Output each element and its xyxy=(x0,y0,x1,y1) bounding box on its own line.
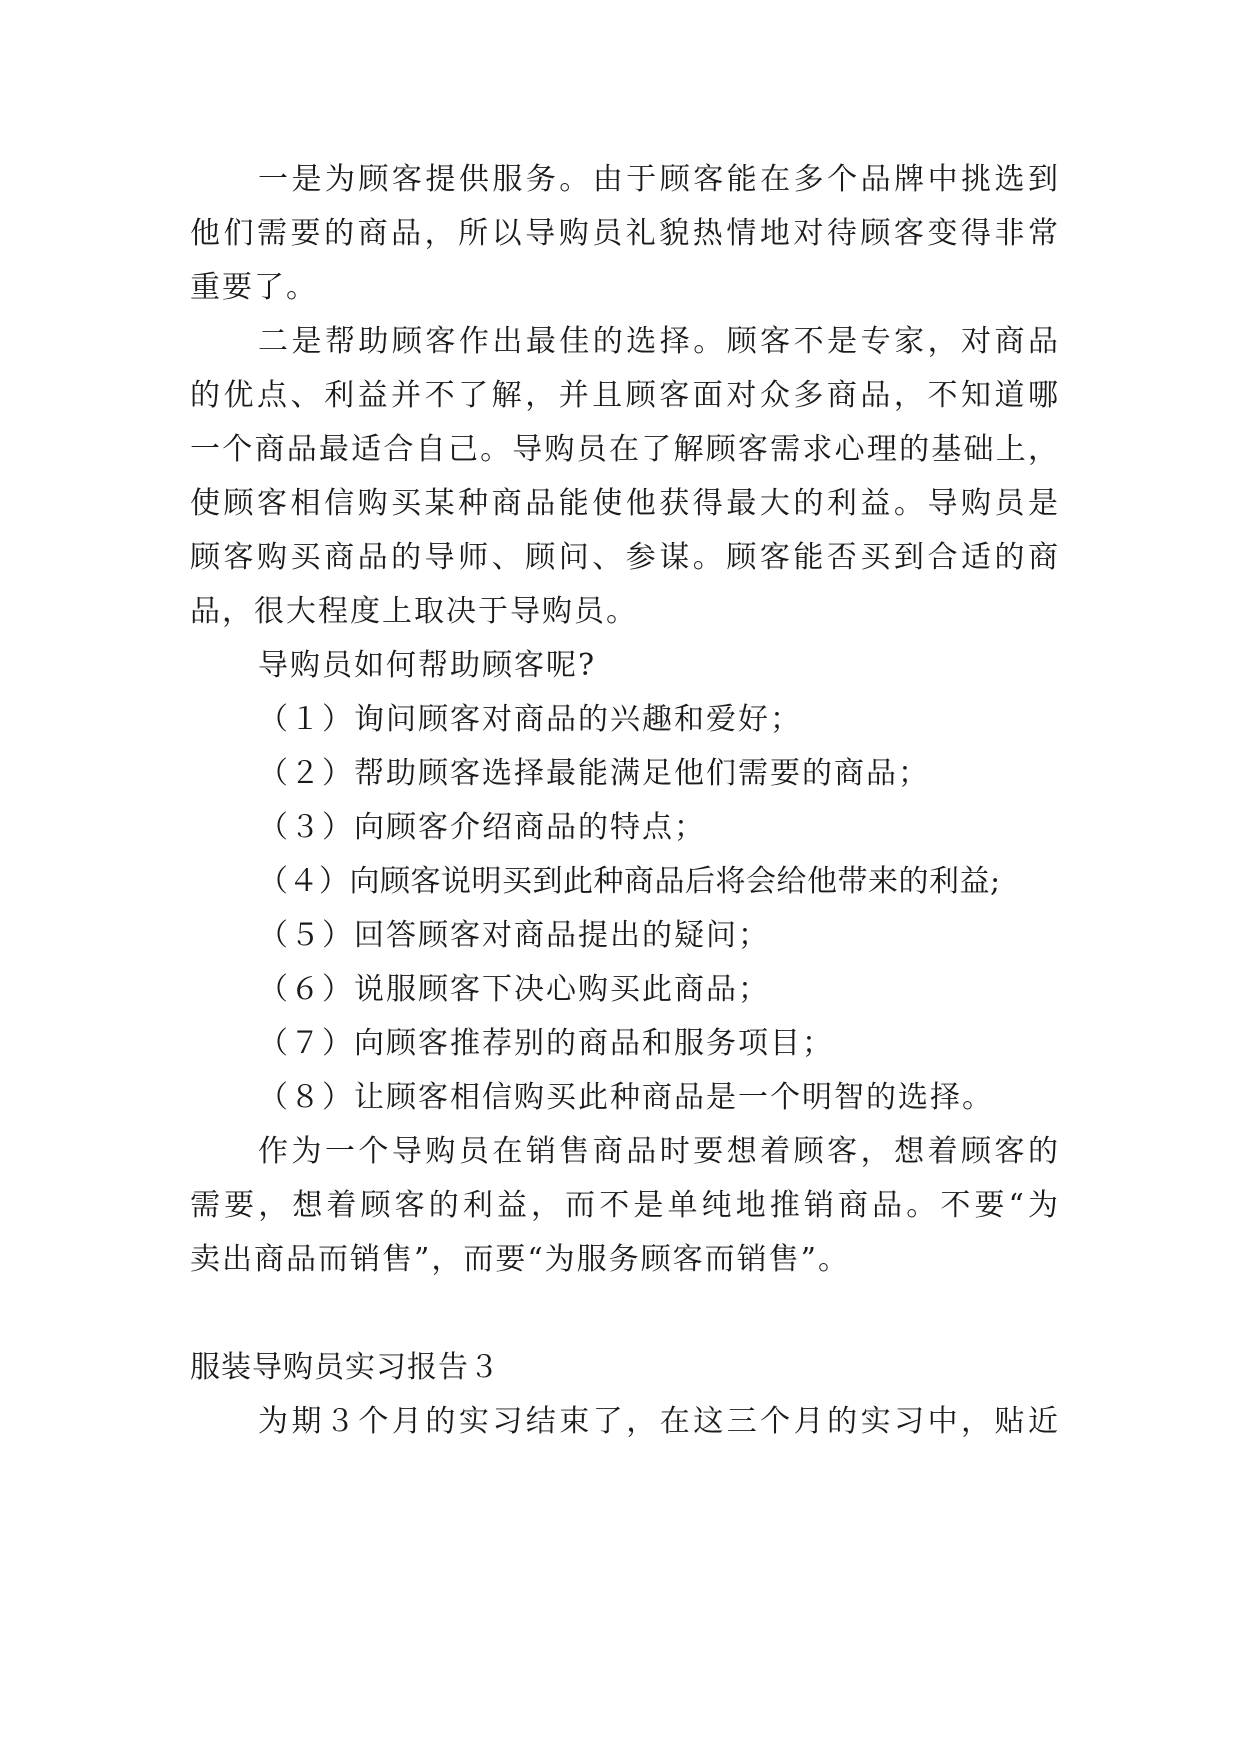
list-item: （３）向顾客介绍商品的特点； xyxy=(258,810,706,845)
paragraph-2-line-5: 顾客购买商品的导师、顾问、参谋。顾客能否买到合适的商 xyxy=(190,540,1060,575)
paragraph-3-line-2: 需要，想着顾客的利益，而不是单纯地推销商品。不要“为 xyxy=(190,1188,1060,1223)
paragraph-2-line-2: 的优点、利益并不了解，并且顾客面对众多商品，不知道哪 xyxy=(190,378,1060,413)
paragraph-2-line-6: 品，很大程度上取决于导购员。 xyxy=(190,594,638,629)
paragraph-2-line-3: 一个商品最适合自己。导购员在了解顾客需求心理的基础上， xyxy=(190,432,1060,467)
paragraph-1-line-3: 重要了。 xyxy=(190,270,318,305)
question-line: 导购员如何帮助顾客呢? xyxy=(258,648,597,683)
paragraph-3-line-3: 卖出商品而销售”，而要“为服务顾客而销售”。 xyxy=(190,1242,851,1277)
paragraph-1-line-2: 他们需要的商品，所以导购员礼貌热情地对待顾客变得非常 xyxy=(190,216,1060,251)
list-item: （５）回答顾客对商品提出的疑问； xyxy=(258,918,770,953)
list-item: （６）说服顾客下决心购买此商品； xyxy=(258,972,770,1007)
section-paragraph-line-1: 为期３个月的实习结束了，在这三个月的实习中，贴近 xyxy=(258,1404,1060,1439)
paragraph-1-line-1: 一是为顾客提供服务。由于顾客能在多个品牌中挑选到 xyxy=(258,162,1060,197)
list-item: （８）让顾客相信购买此种商品是一个明智的选择。 xyxy=(258,1080,994,1115)
list-item: （４）向顾客说明买到此种商品后将会给他带来的利益; xyxy=(258,864,1001,899)
section-title: 服装导购员实习报告３ xyxy=(190,1350,500,1385)
list-item: （２）帮助顾客选择最能满足他们需要的商品； xyxy=(258,756,930,791)
list-item: （１）询问顾客对商品的兴趣和爱好； xyxy=(258,702,802,737)
paragraph-3-line-1: 作为一个导购员在销售商品时要想着顾客，想着顾客的 xyxy=(258,1134,1060,1169)
list-item: （７）向顾客推荐别的商品和服务项目； xyxy=(258,1026,834,1061)
paragraph-2-line-1: 二是帮助顾客作出最佳的选择。顾客不是专家，对商品 xyxy=(258,324,1060,359)
paragraph-2-line-4: 使顾客相信购买某种商品能使他获得最大的利益。导购员是 xyxy=(190,486,1060,521)
